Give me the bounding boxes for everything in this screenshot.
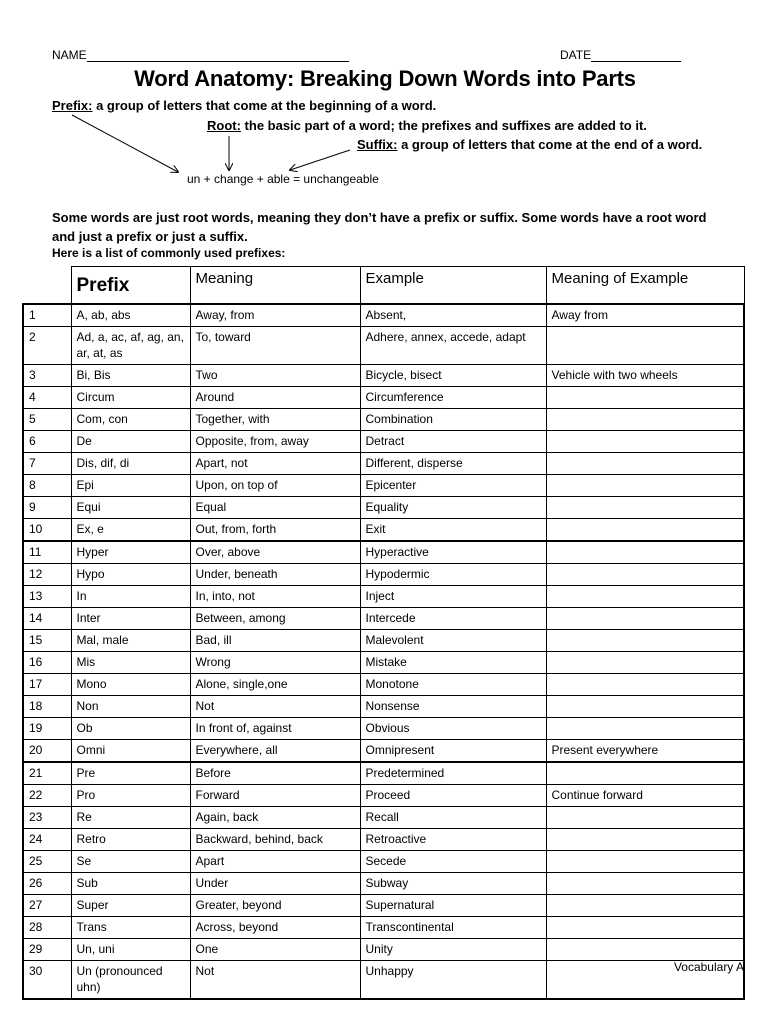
table-row: [23, 718, 744, 740]
cell-example: Obvious: [360, 718, 546, 740]
table-row: [23, 497, 744, 519]
table-header-row: [23, 267, 744, 305]
cell-example: Equality: [360, 497, 546, 519]
cell-meaning-of-example: [546, 696, 744, 718]
table-row: [23, 586, 744, 608]
cell-prefix: Re: [71, 807, 190, 829]
cell-meaning: Away, from: [190, 304, 360, 327]
cell-meaning-of-example: [546, 564, 744, 586]
cell-number: 28: [23, 917, 71, 939]
table-row: [23, 740, 744, 763]
table-row: [23, 327, 744, 365]
cell-number: 16: [23, 652, 71, 674]
cell-example: Intercede: [360, 608, 546, 630]
cell-example: Unity: [360, 939, 546, 961]
table-row: [23, 762, 744, 785]
footer-note: Vocabulary A: [673, 960, 744, 974]
cell-prefix: De: [71, 431, 190, 453]
cell-example: Bicycle, bisect: [360, 365, 546, 387]
cell-meaning: Everywhere, all: [190, 740, 360, 763]
root-definition: [207, 118, 647, 133]
cell-number: 1: [23, 304, 71, 327]
cell-prefix: Pro: [71, 785, 190, 807]
cell-number: 14: [23, 608, 71, 630]
cell-meaning: To, toward: [190, 327, 360, 365]
table-row: [23, 409, 744, 431]
cell-example: Hypodermic: [360, 564, 546, 586]
cell-meaning-of-example: [546, 762, 744, 785]
cell-number: 11: [23, 541, 71, 564]
root-text: the basic part of a word; the prefixes and suffixes are added to it.: [240, 118, 647, 133]
cell-meaning: Around: [190, 387, 360, 409]
table-row: [23, 961, 744, 1000]
cell-meaning-of-example: [546, 519, 744, 542]
cell-meaning: Greater, beyond: [190, 895, 360, 917]
cell-meaning: Across, beyond: [190, 917, 360, 939]
cell-prefix: Ex, e: [71, 519, 190, 542]
cell-example: Different, disperse: [360, 453, 546, 475]
cell-number: 4: [23, 387, 71, 409]
cell-meaning-of-example: [546, 829, 744, 851]
cell-example: Mistake: [360, 652, 546, 674]
cell-meaning-of-example: [546, 387, 744, 409]
cell-meaning-of-example: [546, 939, 744, 961]
cell-number: 19: [23, 718, 71, 740]
cell-prefix: Equi: [71, 497, 190, 519]
name-field[interactable]: [52, 48, 349, 62]
suffix-arrow: [290, 150, 350, 170]
table-row: [23, 939, 744, 961]
cell-meaning-of-example: [546, 895, 744, 917]
cell-meaning-of-example: [546, 475, 744, 497]
header-meaning-of-example: Meaning of Example: [546, 267, 744, 305]
cell-prefix: Pre: [71, 762, 190, 785]
cell-meaning: Apart: [190, 851, 360, 873]
cell-prefix: Ad, a, ac, af, ag, an, ar, at, as: [71, 327, 190, 365]
table-row: [23, 807, 744, 829]
cell-meaning: In front of, against: [190, 718, 360, 740]
cell-prefix: Omni: [71, 740, 190, 763]
cell-example: Unhappy: [360, 961, 546, 1000]
cell-meaning: Under, beneath: [190, 564, 360, 586]
cell-meaning-of-example: [546, 453, 744, 475]
cell-number: 12: [23, 564, 71, 586]
cell-number: 23: [23, 807, 71, 829]
cell-prefix: Se: [71, 851, 190, 873]
cell-meaning-of-example: [546, 652, 744, 674]
header-prefix: Prefix: [71, 267, 190, 305]
cell-example: Monotone: [360, 674, 546, 696]
cell-meaning-of-example: [546, 630, 744, 652]
cell-meaning: Upon, on top of: [190, 475, 360, 497]
cell-meaning: Two: [190, 365, 360, 387]
cell-meaning-of-example: [546, 586, 744, 608]
table-row: [23, 917, 744, 939]
cell-prefix: A, ab, abs: [71, 304, 190, 327]
suffix-definition: [357, 137, 702, 152]
cell-example: Absent,: [360, 304, 546, 327]
cell-example: Omnipresent: [360, 740, 546, 763]
name-blank[interactable]: [87, 49, 349, 62]
cell-meaning-of-example: [546, 851, 744, 873]
cell-prefix: Un (pronounced uhn): [71, 961, 190, 1000]
cell-meaning: Forward: [190, 785, 360, 807]
prefix-table: [22, 266, 745, 1000]
cell-prefix: Bi, Bis: [71, 365, 190, 387]
prefix-arrow: [72, 115, 178, 172]
cell-prefix: Retro: [71, 829, 190, 851]
cell-number: 17: [23, 674, 71, 696]
prefix-definition: [52, 98, 436, 113]
cell-meaning: Over, above: [190, 541, 360, 564]
cell-example: Retroactive: [360, 829, 546, 851]
cell-number: 15: [23, 630, 71, 652]
cell-meaning-of-example: [546, 674, 744, 696]
date-label: DATE: [560, 48, 592, 62]
cell-meaning: Bad, ill: [190, 630, 360, 652]
cell-meaning-of-example: [546, 718, 744, 740]
cell-prefix: Sub: [71, 873, 190, 895]
table-row: [23, 453, 744, 475]
cell-example: Epicenter: [360, 475, 546, 497]
cell-example: Predetermined: [360, 762, 546, 785]
cell-meaning-of-example: [546, 497, 744, 519]
cell-prefix: Hypo: [71, 564, 190, 586]
cell-meaning: Not: [190, 961, 360, 1000]
table-row: [23, 431, 744, 453]
page-title: Word Anatomy: Breaking Down Words into Parts: [134, 66, 636, 91]
cell-number: 5: [23, 409, 71, 431]
header-number: [23, 267, 71, 305]
table-row: [23, 630, 744, 652]
date-blank[interactable]: [591, 49, 681, 62]
cell-number: 29: [23, 939, 71, 961]
cell-example: Exit: [360, 519, 546, 542]
header-example: Example: [360, 267, 546, 305]
cell-number: 2: [23, 327, 71, 365]
cell-meaning-of-example: [546, 873, 744, 895]
cell-meaning-of-example: [546, 608, 744, 630]
example-equation: un + change + able = unchangeable: [187, 172, 379, 186]
cell-prefix: Inter: [71, 608, 190, 630]
cell-number: 6: [23, 431, 71, 453]
cell-meaning-of-example: Away from: [546, 304, 744, 327]
table-row: [23, 608, 744, 630]
cell-number: 13: [23, 586, 71, 608]
table-row: [23, 785, 744, 807]
suffix-term: Suffix:: [357, 137, 398, 152]
cell-meaning: Between, among: [190, 608, 360, 630]
cell-number: 18: [23, 696, 71, 718]
cell-prefix: Circum: [71, 387, 190, 409]
cell-number: 9: [23, 497, 71, 519]
cell-number: 22: [23, 785, 71, 807]
cell-meaning-of-example: Present everywhere: [546, 740, 744, 763]
cell-meaning-of-example: [546, 541, 744, 564]
cell-example: Secede: [360, 851, 546, 873]
cell-example: Supernatural: [360, 895, 546, 917]
cell-example: Transcontinental: [360, 917, 546, 939]
cell-meaning: Opposite, from, away: [190, 431, 360, 453]
cell-prefix: Mis: [71, 652, 190, 674]
cell-prefix: In: [71, 586, 190, 608]
cell-meaning: In, into, not: [190, 586, 360, 608]
cell-meaning: Apart, not: [190, 453, 360, 475]
cell-number: 8: [23, 475, 71, 497]
cell-example: Proceed: [360, 785, 546, 807]
table-row: [23, 674, 744, 696]
cell-number: 24: [23, 829, 71, 851]
table-row: [23, 564, 744, 586]
suffix-text: a group of letters that come at the end of a word.: [397, 137, 703, 152]
cell-meaning-of-example: [546, 327, 744, 365]
cell-meaning-of-example: [546, 409, 744, 431]
cell-meaning: Again, back: [190, 807, 360, 829]
cell-number: 20: [23, 740, 71, 763]
cell-number: 26: [23, 873, 71, 895]
table-row: [23, 387, 744, 409]
cell-example: Combination: [360, 409, 546, 431]
prefix-term: Prefix:: [52, 98, 93, 113]
prefix-table-wrapper: [22, 266, 743, 1000]
cell-meaning: Out, from, forth: [190, 519, 360, 542]
cell-meaning: Equal: [190, 497, 360, 519]
cell-number: 27: [23, 895, 71, 917]
table-row: [23, 541, 744, 564]
cell-meaning-of-example: Continue forward: [546, 785, 744, 807]
cell-example: Inject: [360, 586, 546, 608]
cell-number: 7: [23, 453, 71, 475]
cell-meaning: Before: [190, 762, 360, 785]
root-term: Root:: [207, 118, 241, 133]
cell-example: Malevolent: [360, 630, 546, 652]
cell-example: Detract: [360, 431, 546, 453]
cell-meaning-of-example: [546, 917, 744, 939]
cell-prefix: Epi: [71, 475, 190, 497]
cell-number: 21: [23, 762, 71, 785]
name-label: NAME: [52, 48, 87, 62]
table-row: [23, 475, 744, 497]
table-row: [23, 829, 744, 851]
table-row: [23, 519, 744, 542]
table-row: [23, 873, 744, 895]
cell-example: Nonsense: [360, 696, 546, 718]
cell-example: Recall: [360, 807, 546, 829]
cell-meaning: Under: [190, 873, 360, 895]
cell-prefix: Super: [71, 895, 190, 917]
table-row: [23, 365, 744, 387]
cell-meaning-of-example: Vehicle with two wheels: [546, 365, 744, 387]
prefix-text: a group of letters that come at the beginning of a word.: [92, 98, 437, 113]
cell-prefix: Trans: [71, 917, 190, 939]
table-row: [23, 851, 744, 873]
date-field[interactable]: [560, 48, 681, 62]
cell-meaning-of-example: [546, 431, 744, 453]
cell-prefix: Non: [71, 696, 190, 718]
cell-number: 10: [23, 519, 71, 542]
table-row: [23, 895, 744, 917]
table-row: [23, 696, 744, 718]
cell-meaning: One: [190, 939, 360, 961]
table-body: [23, 304, 744, 999]
header-meaning: Meaning: [190, 267, 360, 305]
cell-number: 3: [23, 365, 71, 387]
list-intro: Here is a list of commonly used prefixes:: [52, 246, 286, 260]
cell-meaning: Backward, behind, back: [190, 829, 360, 851]
cell-prefix: Ob: [71, 718, 190, 740]
cell-example: Circumference: [360, 387, 546, 409]
cell-example: Hyperactive: [360, 541, 546, 564]
intro-paragraph: Some words are just root words, meaning they don’t have a prefix or suffix. Some words have a root word and just a prefix or just a suffix.: [52, 210, 707, 244]
cell-example: Subway: [360, 873, 546, 895]
cell-prefix: Com, con: [71, 409, 190, 431]
cell-prefix: Dis, dif, di: [71, 453, 190, 475]
cell-meaning: Not: [190, 696, 360, 718]
cell-prefix: Mono: [71, 674, 190, 696]
cell-prefix: Hyper: [71, 541, 190, 564]
cell-example: Adhere, annex, accede, adapt: [360, 327, 546, 365]
cell-meaning: Wrong: [190, 652, 360, 674]
cell-number: 30: [23, 961, 71, 1000]
cell-prefix: Mal, male: [71, 630, 190, 652]
cell-meaning: Together, with: [190, 409, 360, 431]
cell-prefix: Un, uni: [71, 939, 190, 961]
cell-meaning: Alone, single,one: [190, 674, 360, 696]
table-row: [23, 304, 744, 327]
cell-number: 25: [23, 851, 71, 873]
cell-meaning-of-example: [546, 807, 744, 829]
table-row: [23, 652, 744, 674]
